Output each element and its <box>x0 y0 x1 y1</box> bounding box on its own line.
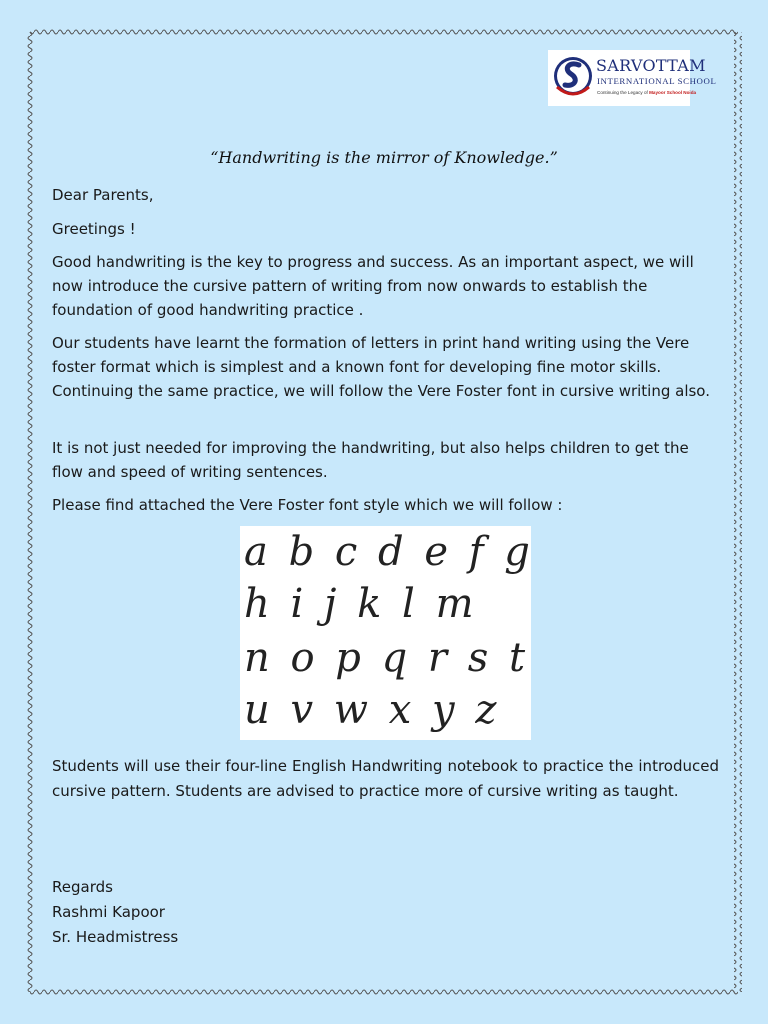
cursive-row-1: a b c d e f g <box>244 529 534 575</box>
salutation: Dear Parents, <box>52 186 154 204</box>
logo-school-name: SARVOTTAM <box>596 56 706 75</box>
signoff-title: Sr. Headmistress <box>52 928 179 946</box>
cursive-row-2: h i j k l m <box>244 581 478 627</box>
vere-foster-cursive-chart <box>240 526 534 740</box>
cursive-row-4: u v w x y z <box>244 687 501 733</box>
school-logo <box>548 50 717 106</box>
signoff-name: Rashmi Kapoor <box>52 903 165 921</box>
signoff-regards: Regards <box>52 878 113 896</box>
greeting: Greetings ! <box>52 220 136 238</box>
school-emblem-icon <box>551 53 595 103</box>
paragraph-intro: Good handwriting is the key to progress and success. As an important aspect, we will now introduce the cursive pattern of writing from now onwards to establish the foundation of good handwriting practice . <box>52 253 694 319</box>
logo-tagline <box>597 90 696 95</box>
logo-tagline-prefix: Continuing the Legacy of <box>597 90 648 95</box>
paragraph-attached-font: Please find attached the Vere Foster font style which we will follow : <box>52 496 563 514</box>
cursive-row-3: n o p q r s t <box>244 635 530 681</box>
logo-tagline-highlight: Mayoor School Noida <box>649 90 697 95</box>
handwriting-quote: “Handwriting is the mirror of Knowledge.” <box>210 148 558 167</box>
logo-school-subtitle: INTERNATIONAL SCHOOL <box>597 76 717 86</box>
paragraph-vere-foster: Our students have learnt the formation of letters in print hand writing using the Vere foster format which is simplest and a known font for developing fine motor skills. Continuing the same practice, we will follow the Vere Foster font in cursive writing also. <box>52 334 710 400</box>
paragraph-flow-speed: It is not just needed for improving the handwriting, but also helps children to get the flow and speed of writing sentences. <box>52 439 689 481</box>
paragraph-closing: Students will use their four-line English Handwriting notebook to practice the introduced cursive pattern. Students are advised to practice more of cursive writing as taught. <box>52 757 719 800</box>
